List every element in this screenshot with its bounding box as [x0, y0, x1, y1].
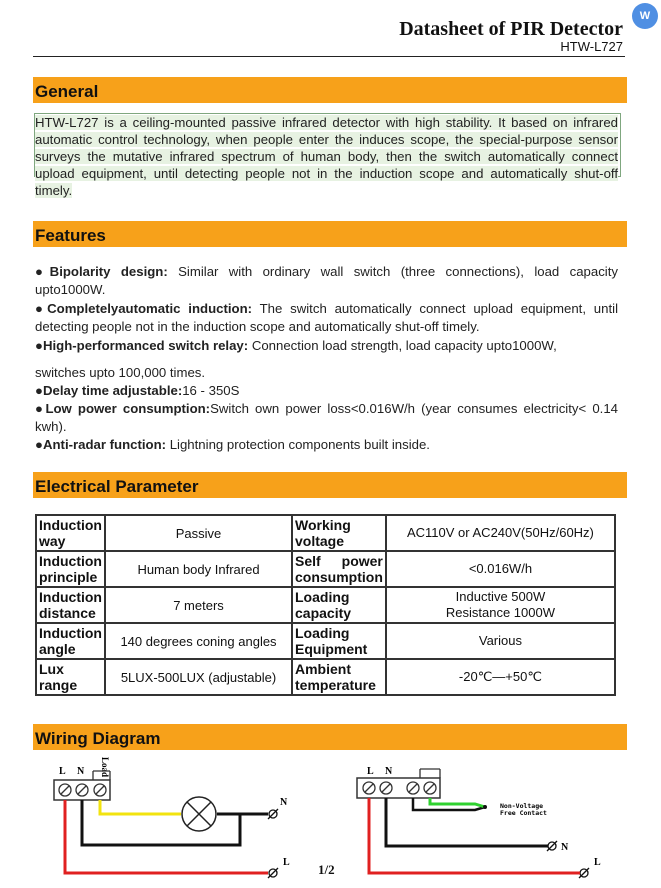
param-value: 140 degrees coning angles	[105, 623, 292, 659]
general-paragraph: HTW-L727 is a ceiling-mounted passive infrared detector with high stability. It based on infrared automatic control technology, when people enter the induces scope, the special-purpose sensor surveys the mutative infrared spectrum of human body, then the switch automatically connect upload equipment, until detecting people not in the induction scope and automatically shut-off timely.	[35, 115, 618, 198]
page-number: 1/2	[318, 862, 335, 877]
terminal-end-icon	[268, 868, 278, 878]
terminal-end-icon	[268, 809, 278, 819]
param-label: Induction distance	[36, 587, 105, 623]
screw-terminal-icon	[94, 784, 106, 796]
param-value: -20℃—+50℃	[386, 659, 615, 695]
right-terminal-l-label: L	[367, 766, 374, 777]
left-wiring-circuit	[54, 757, 290, 878]
right-wiring-circuit	[357, 766, 601, 878]
left-output-n-label: N	[280, 797, 288, 808]
electrical-heading: Electrical Parameter	[33, 472, 627, 498]
lamp-icon	[182, 797, 216, 831]
table-row	[36, 551, 615, 587]
feature-item: ●Delay time adjustable:16 - 350S	[35, 383, 240, 398]
param-label: Working voltage	[292, 515, 386, 551]
param-label: Lux range	[36, 659, 105, 695]
param-label: Induction angle	[36, 623, 105, 659]
contact-label-line2: Free Contact	[500, 809, 547, 817]
feature-item: ●Anti-radar function: Lightning protection components built inside.	[35, 437, 430, 452]
param-value: Human body Infrared	[105, 551, 292, 587]
general-heading: General	[33, 77, 627, 103]
screw-terminal-icon	[76, 784, 88, 796]
table-row	[36, 515, 615, 551]
terminal-end-icon	[547, 841, 557, 851]
feature-item-continued: switches upto 100,000 times.	[35, 365, 206, 380]
param-label: Induction principle	[36, 551, 105, 587]
electrical-parameter-table	[35, 514, 616, 696]
live-wire-red	[65, 800, 268, 873]
feature-item: ●High-performanced switch relay: Connection load strength, load capacity upto1000W,	[35, 338, 557, 353]
left-terminal-l-label: L	[59, 766, 66, 777]
header-rule	[33, 56, 625, 57]
table-row	[36, 659, 615, 695]
wiring-heading: Wiring Diagram	[33, 724, 627, 750]
table-row	[36, 587, 615, 623]
features-list	[35, 263, 618, 454]
param-value: Various	[386, 623, 615, 659]
right-terminal-n-label: N	[385, 766, 393, 777]
screw-terminal-icon	[363, 782, 375, 794]
neutral-wire-black	[82, 800, 240, 845]
load-wire-yellow	[100, 800, 181, 814]
contact-wire-green	[430, 798, 485, 807]
screw-terminal-icon	[424, 782, 436, 794]
param-value: 5LUX-500LUX (adjustable)	[105, 659, 292, 695]
right-output-n-label: N	[561, 842, 569, 853]
feature-item: ●Completelyautomatic induction: The switch automatically connect upload equipment, until detecting people not in the induction scope and automatically shut-off timely.	[35, 301, 619, 334]
param-value: Passive	[105, 515, 292, 551]
screw-terminal-icon	[407, 782, 419, 794]
contact-label-line1: Non-Voltage	[500, 802, 544, 810]
left-terminal-load-label: Load	[100, 757, 110, 778]
feature-item: ●Bipolarity design: Similar with ordinary wall switch (three connections), load capacity upto1000W.	[35, 264, 618, 297]
document-title: Datasheet of PIR Detector	[399, 18, 623, 40]
terminal-end-icon	[579, 868, 589, 878]
param-label: Ambient temperature	[292, 659, 386, 695]
feature-item: ●Low power consumption:Switch own power loss<0.016W/h (year consumes electricity< 0.14 kwh).	[35, 401, 618, 434]
screw-terminal-icon	[380, 782, 392, 794]
param-label: Loading capacity	[292, 587, 386, 623]
right-output-l-label: L	[594, 857, 601, 868]
features-heading: Features	[33, 221, 627, 247]
param-label: Self power consumption	[292, 551, 386, 587]
app-badge-icon[interactable]: W	[632, 3, 658, 29]
left-output-l-label: L	[283, 857, 290, 868]
left-terminal-n-label: N	[77, 766, 85, 777]
model-number: HTW-L727	[560, 39, 623, 54]
param-value: Inductive 500W Resistance 1000W	[386, 587, 615, 623]
screw-terminal-icon	[59, 784, 71, 796]
table-row	[36, 623, 615, 659]
param-value: 7 meters	[105, 587, 292, 623]
param-label: Induction way	[36, 515, 105, 551]
param-value: <0.016W/h	[386, 551, 615, 587]
param-label: Loading Equipment	[292, 623, 386, 659]
param-value: AC110V or AC240V(50Hz/60Hz)	[386, 515, 615, 551]
